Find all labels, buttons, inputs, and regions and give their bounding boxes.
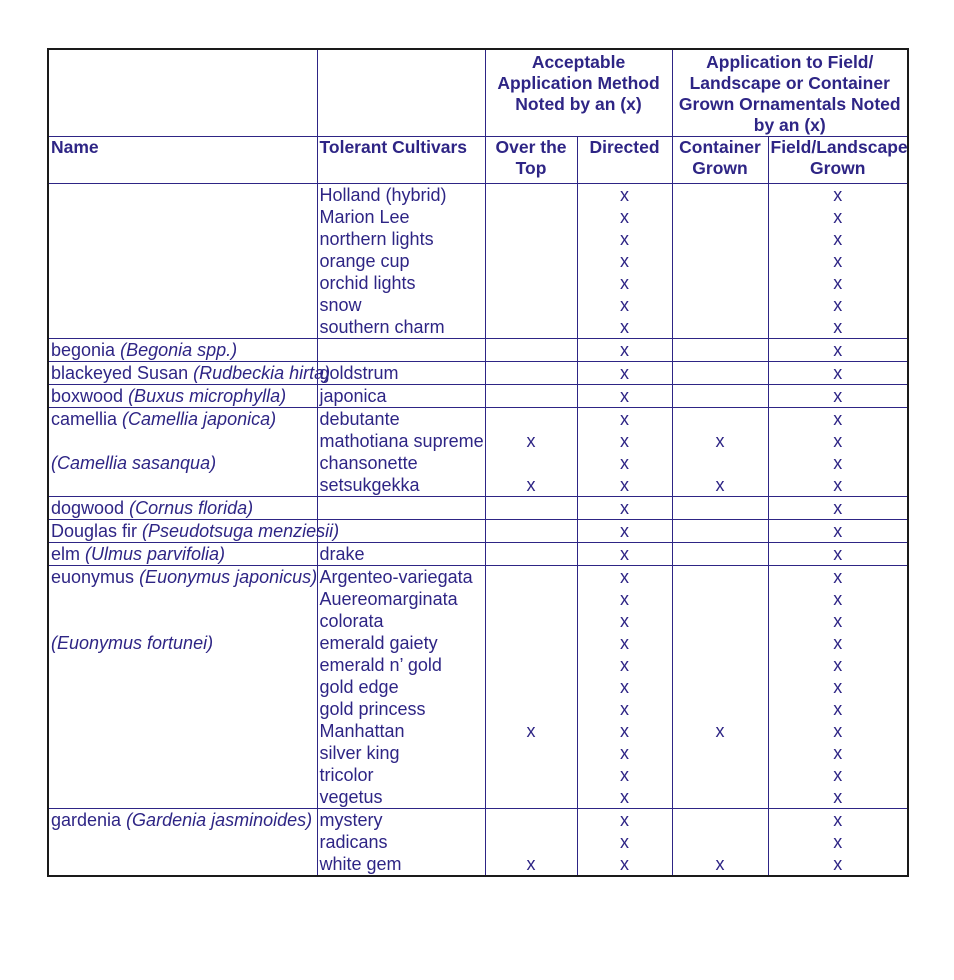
over-the-top-mark: [488, 272, 575, 294]
over-the-top-mark: x: [526, 431, 536, 451]
directed-mark: x: [620, 832, 629, 852]
cultivar: emerald gaiety: [319, 633, 438, 653]
container-grown-mark: [675, 764, 766, 786]
field-landscape-mark: x: [833, 655, 843, 675]
header-directed: Directed: [577, 137, 672, 184]
container-grown-mark: [675, 228, 766, 250]
over-the-top-mark: [488, 831, 575, 853]
cultivar: debutante: [319, 409, 400, 429]
common-name: dogwood: [51, 498, 130, 518]
container-grown-cell: [672, 385, 768, 408]
field-landscape-mark: x: [833, 633, 843, 653]
over-the-top-mark: [488, 339, 575, 361]
cultivar-cell: [317, 184, 485, 339]
field-landscape-cell: [768, 408, 908, 497]
cultivar: Auereomarginata: [319, 589, 458, 609]
cultivar: vegetus: [319, 787, 383, 807]
container-grown-cell: [672, 520, 768, 543]
container-grown-mark: [675, 566, 766, 588]
over-the-top-mark: [488, 654, 575, 676]
container-grown-mark: [675, 206, 766, 228]
field-landscape-mark: x: [833, 854, 843, 874]
directed-cell: [577, 184, 672, 339]
header-field-landscape-grown: Field/Landscape Grown: [768, 137, 908, 184]
cultivar: northern lights: [319, 229, 434, 249]
field-landscape-mark: x: [833, 787, 843, 807]
plant-name-cell: [48, 809, 317, 877]
cultivar: mathotiana supreme: [319, 431, 484, 451]
field-landscape-mark: x: [833, 229, 843, 249]
header-name: Name: [48, 137, 317, 184]
cultivar-cell: [317, 408, 485, 497]
field-landscape-mark: x: [833, 544, 843, 564]
directed-mark: x: [620, 475, 629, 495]
field-landscape-cell: [768, 809, 908, 877]
common-name: gardenia: [51, 810, 127, 830]
cultivar: chansonette: [319, 453, 418, 473]
field-landscape-mark: x: [833, 453, 843, 473]
directed-mark: x: [620, 363, 629, 383]
cultivar-cell: [317, 497, 485, 520]
directed-mark: x: [620, 251, 629, 271]
container-grown-mark: [675, 497, 766, 519]
scientific-name: (Pseudotsuga menziesii): [142, 521, 340, 541]
cultivar: tricolor: [319, 765, 374, 785]
scientific-name: (Ulmus parvifolia): [85, 544, 226, 564]
container-grown-cell: [672, 566, 768, 809]
directed-cell: [577, 497, 672, 520]
field-landscape-mark: x: [833, 409, 843, 429]
table-row: [48, 184, 908, 339]
field-landscape-mark: x: [833, 317, 843, 337]
common-name: boxwood: [51, 386, 129, 406]
header-container-grown: Container Grown: [672, 137, 768, 184]
over-the-top-mark: [488, 316, 575, 338]
plant-name-line: [51, 339, 315, 361]
common-name: euonymus: [51, 567, 140, 587]
field-landscape-mark: x: [833, 699, 843, 719]
directed-cell: [577, 385, 672, 408]
plant-name-line: [51, 474, 315, 496]
over-the-top-mark: [488, 497, 575, 519]
container-grown-mark: [675, 654, 766, 676]
directed-cell: [577, 520, 672, 543]
cultivar: gold princess: [319, 699, 426, 719]
directed-cell: [577, 543, 672, 566]
over-the-top-mark: x: [526, 721, 536, 741]
table-row: [48, 809, 908, 877]
over-the-top-mark: [488, 698, 575, 720]
container-grown-mark: [675, 786, 766, 808]
cultivar: silver king: [319, 743, 400, 763]
container-grown-mark: [675, 408, 766, 430]
scientific-name: (Camellia japonica): [122, 409, 277, 429]
table-row: [48, 339, 908, 362]
plant-name-line: [51, 385, 315, 407]
table-row: [48, 408, 908, 497]
field-landscape-cell: [768, 543, 908, 566]
cultivar: goldstrum: [319, 363, 399, 383]
container-grown-mark: [675, 632, 766, 654]
plant-name-line: [51, 452, 315, 474]
container-grown-mark: [675, 184, 766, 206]
common-name: begonia: [51, 340, 121, 360]
over-the-top-mark: [488, 228, 575, 250]
field-landscape-cell: [768, 362, 908, 385]
plant-name-line: [51, 610, 315, 632]
directed-cell: [577, 339, 672, 362]
directed-mark: x: [620, 699, 629, 719]
directed-mark: x: [620, 431, 629, 451]
directed-mark: x: [620, 521, 629, 541]
cultivar: japonica: [319, 386, 387, 406]
container-grown-mark: [675, 272, 766, 294]
scientific-name: (Buxus microphylla): [128, 386, 287, 406]
plant-name-cell: [48, 497, 317, 520]
cultivar: orange cup: [319, 251, 410, 271]
plant-name-cell: [48, 520, 340, 543]
container-grown-mark: [675, 742, 766, 764]
directed-mark: x: [620, 340, 629, 360]
over-the-top-mark: x: [526, 854, 536, 874]
scientific-name: (Rudbeckia hirta): [193, 363, 331, 383]
container-grown-mark: [675, 452, 766, 474]
cultivar: gold edge: [319, 677, 399, 697]
over-the-top-cell: [485, 385, 577, 408]
cultivar-cell: [317, 362, 485, 385]
field-landscape-cell: [768, 497, 908, 520]
field-landscape-mark: x: [833, 185, 843, 205]
field-landscape-mark: x: [833, 677, 843, 697]
table-row: [48, 543, 908, 566]
cultivar-cell: [317, 385, 485, 408]
field-landscape-cell: [768, 520, 908, 543]
container-grown-cell: [672, 339, 768, 362]
header-tolerant-cultivars: Tolerant Cultivars: [317, 137, 485, 184]
cultivar: mystery: [319, 810, 383, 830]
container-grown-cell: [672, 362, 768, 385]
over-the-top-cell: [485, 809, 577, 877]
plant-name-line: [51, 520, 340, 542]
over-the-top-mark: [488, 206, 575, 228]
cultivar-cell: [317, 809, 485, 877]
over-the-top-mark: [488, 610, 575, 632]
table-body: [48, 184, 908, 877]
field-landscape-cell: [768, 385, 908, 408]
cultivar-cell: [317, 339, 485, 362]
field-landscape-mark: x: [833, 743, 843, 763]
cultivar: white gem: [319, 854, 402, 874]
directed-mark: x: [620, 386, 629, 406]
over-the-top-mark: [488, 742, 575, 764]
container-grown-mark: [675, 698, 766, 720]
container-grown-mark: [675, 588, 766, 610]
over-the-top-mark: [488, 676, 575, 698]
directed-cell: [577, 566, 672, 809]
plant-name-line: [51, 430, 315, 452]
over-the-top-cell: [485, 339, 577, 362]
over-the-top-mark: x: [526, 475, 536, 495]
common-name: camellia: [51, 409, 123, 429]
cultivar: orchid lights: [319, 273, 416, 293]
over-the-top-cell: [485, 543, 577, 566]
over-the-top-mark: [488, 520, 575, 542]
over-the-top-mark: [488, 588, 575, 610]
field-landscape-mark: x: [833, 498, 843, 518]
field-landscape-mark: x: [833, 521, 843, 541]
plant-name-line: [51, 408, 315, 430]
table-row: [48, 385, 908, 408]
plant-name-line: [51, 566, 318, 588]
container-grown-mark: x: [715, 431, 725, 451]
herbicide-tolerance-table: [47, 48, 909, 877]
directed-mark: x: [620, 677, 629, 697]
plant-name-cell: [48, 408, 317, 497]
header-group-row: [48, 49, 908, 137]
field-landscape-mark: x: [833, 363, 843, 383]
directed-mark: x: [620, 409, 629, 429]
field-landscape-cell: [768, 339, 908, 362]
directed-mark: x: [620, 295, 629, 315]
common-name: elm: [51, 544, 86, 564]
over-the-top-mark: [488, 184, 575, 206]
directed-mark: x: [620, 185, 629, 205]
container-grown-mark: [675, 294, 766, 316]
over-the-top-mark: [488, 764, 575, 786]
over-the-top-mark: [488, 362, 575, 384]
cultivar: Manhattan: [319, 721, 405, 741]
field-landscape-mark: x: [833, 589, 843, 609]
header-application-target: Application to Field/ Landscape or Container Grown Ornamentals Noted by an (x): [672, 49, 908, 137]
plant-name-cell: [48, 566, 317, 809]
directed-mark: x: [620, 229, 629, 249]
cultivar: [320, 497, 483, 519]
scientific-name: (Cornus florida): [129, 498, 254, 518]
cultivar-cell: [317, 543, 485, 566]
header-blank-name: [48, 49, 317, 137]
field-landscape-mark: x: [833, 207, 843, 227]
directed-mark: x: [620, 317, 629, 337]
cultivar: radicans: [319, 832, 388, 852]
plant-name-cell: [48, 339, 317, 362]
plant-name-cell: [48, 385, 317, 408]
plant-name-line: [51, 809, 315, 831]
over-the-top-mark: [488, 543, 575, 565]
directed-mark: x: [620, 498, 629, 518]
directed-mark: x: [620, 765, 629, 785]
field-landscape-mark: x: [833, 295, 843, 315]
table-row: [48, 566, 908, 809]
directed-cell: [577, 362, 672, 385]
scientific-name: (Gardenia jasminoides): [126, 810, 313, 830]
field-landscape-mark: x: [833, 810, 843, 830]
cultivar-cell: [317, 566, 485, 809]
field-landscape-mark: x: [833, 251, 843, 271]
cultivar: snow: [319, 295, 362, 315]
directed-mark: x: [620, 743, 629, 763]
plant-name-line: [51, 632, 315, 654]
plant-name-line: [51, 588, 315, 610]
plant-name-cell: [48, 184, 317, 339]
field-landscape-cell: [768, 566, 908, 809]
scientific-name: (Begonia spp.): [120, 340, 238, 360]
container-grown-mark: [675, 362, 766, 384]
field-landscape-mark: x: [833, 475, 843, 495]
field-landscape-mark: x: [833, 832, 843, 852]
table-row: [48, 520, 908, 543]
directed-mark: x: [620, 655, 629, 675]
container-grown-mark: [675, 543, 766, 565]
container-grown-mark: [675, 316, 766, 338]
field-landscape-cell: [768, 184, 908, 339]
cultivar: colorata: [319, 611, 384, 631]
cultivar-cell: [317, 520, 485, 543]
field-landscape-mark: x: [833, 765, 843, 785]
over-the-top-mark: [488, 385, 575, 407]
over-the-top-cell: [485, 566, 577, 809]
header-column-row: [48, 137, 908, 184]
cultivar: [320, 520, 483, 542]
over-the-top-mark: [488, 452, 575, 474]
over-the-top-mark: [488, 408, 575, 430]
directed-mark: x: [620, 854, 629, 874]
container-grown-mark: [675, 610, 766, 632]
scientific-name: (Camellia sasanqua): [51, 453, 217, 473]
table-row: [48, 497, 908, 520]
plant-name-line: [51, 184, 315, 206]
over-the-top-cell: [485, 184, 577, 339]
container-grown-cell: [672, 497, 768, 520]
cultivar: [320, 339, 483, 361]
cultivar: Holland (hybrid): [319, 185, 447, 205]
field-landscape-mark: x: [833, 386, 843, 406]
container-grown-mark: [675, 831, 766, 853]
over-the-top-cell: [485, 408, 577, 497]
cultivar: setsukgekka: [319, 475, 420, 495]
container-grown-cell: [672, 408, 768, 497]
container-grown-mark: x: [715, 721, 725, 741]
header-over-the-top: Over the Top: [485, 137, 577, 184]
container-grown-mark: [675, 676, 766, 698]
over-the-top-mark: [488, 809, 575, 831]
over-the-top-cell: [485, 362, 577, 385]
container-grown-mark: [675, 339, 766, 361]
plant-name-cell: [48, 362, 331, 385]
field-landscape-mark: x: [833, 273, 843, 293]
container-grown-mark: [675, 520, 766, 542]
directed-mark: x: [620, 567, 629, 587]
field-landscape-mark: x: [833, 611, 843, 631]
scientific-name: (Euonymus japonicus): [139, 567, 318, 587]
container-grown-cell: [672, 809, 768, 877]
common-name: Douglas fir: [51, 521, 143, 541]
over-the-top-cell: [485, 497, 577, 520]
plant-name-line: [51, 543, 315, 565]
directed-cell: [577, 408, 672, 497]
cultivar: emerald n’ gold: [319, 655, 442, 675]
plant-name-line: [51, 362, 331, 384]
over-the-top-mark: [488, 566, 575, 588]
header-application-method: Acceptable Application Method Noted by an (x): [485, 49, 672, 137]
directed-mark: x: [620, 453, 629, 473]
field-landscape-mark: x: [833, 340, 843, 360]
container-grown-mark: x: [715, 475, 725, 495]
over-the-top-mark: [488, 250, 575, 272]
field-landscape-mark: x: [833, 431, 843, 451]
directed-mark: x: [620, 810, 629, 830]
plant-name-cell: [48, 543, 317, 566]
directed-mark: x: [620, 544, 629, 564]
directed-mark: x: [620, 633, 629, 653]
directed-mark: x: [620, 787, 629, 807]
cultivar: Marion Lee: [319, 207, 410, 227]
cultivar: drake: [319, 544, 365, 564]
header-blank-cultivars: [317, 49, 485, 137]
directed-mark: x: [620, 721, 629, 741]
over-the-top-mark: [488, 632, 575, 654]
cultivar: Argenteo-variegata: [319, 567, 473, 587]
cultivar: southern charm: [319, 317, 445, 337]
over-the-top-cell: [485, 520, 577, 543]
over-the-top-mark: [488, 786, 575, 808]
directed-mark: x: [620, 611, 629, 631]
directed-mark: x: [620, 207, 629, 227]
container-grown-cell: [672, 184, 768, 339]
field-landscape-mark: x: [833, 567, 843, 587]
plant-name-line: [51, 497, 315, 519]
over-the-top-mark: [488, 294, 575, 316]
common-name: blackeyed Susan: [51, 363, 194, 383]
directed-cell: [577, 809, 672, 877]
directed-mark: x: [620, 589, 629, 609]
container-grown-mark: x: [715, 854, 725, 874]
field-landscape-mark: x: [833, 721, 843, 741]
directed-mark: x: [620, 273, 629, 293]
container-grown-mark: [675, 385, 766, 407]
scientific-name: (Euonymus fortunei): [51, 633, 214, 653]
table-row: [48, 362, 908, 385]
container-grown-cell: [672, 543, 768, 566]
container-grown-mark: [675, 250, 766, 272]
container-grown-mark: [675, 809, 766, 831]
